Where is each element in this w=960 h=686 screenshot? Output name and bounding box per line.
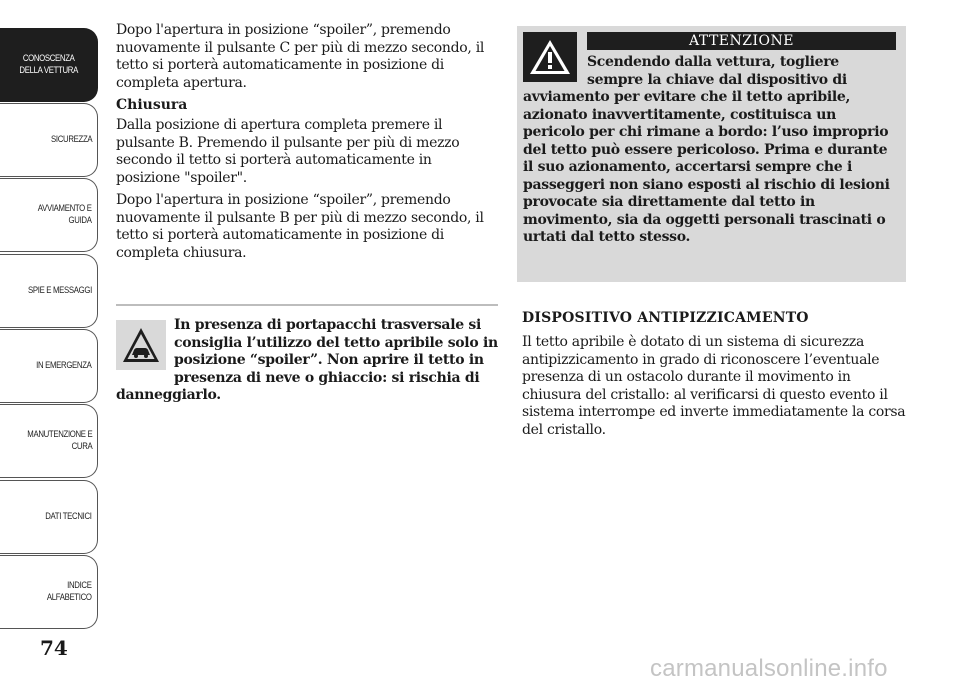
tab-spie-e-messaggi[interactable] bbox=[0, 254, 98, 328]
tab-label: CONOSCENZA DELLA VETTURA bbox=[19, 53, 78, 76]
tab-manutenzione-e-cura[interactable] bbox=[0, 404, 98, 478]
tab-sicurezza[interactable] bbox=[0, 103, 98, 177]
car-caution-icon bbox=[116, 320, 166, 370]
page-number: 74 bbox=[40, 636, 68, 660]
tab-conoscenza-della-vettura[interactable] bbox=[0, 28, 98, 102]
paragraph: Dopo l'apertura in posizione “spoiler”, premendo nuovamente il pulsante C per più di mezzo secondo, il tetto si porterà automaticamente in posizione di completa apertura. bbox=[116, 22, 485, 91]
tab-dati-tecnici[interactable] bbox=[0, 480, 98, 554]
tab-label: SPIE E MESSAGGI bbox=[28, 285, 92, 297]
section-heading-antipizzicamento: DISPOSITIVO ANTIPIZZICAMENTO bbox=[522, 310, 809, 326]
tab-indice-alfabetico[interactable] bbox=[0, 555, 98, 629]
paragraph: Dopo l'apertura in posizione “spoiler”, premendo nuovamente il pulsante B per più di mezzo secondo, il tetto si porterà automaticamente in posizione di completa chiusura. bbox=[116, 192, 484, 261]
warning-box bbox=[517, 26, 906, 282]
tab-label: MANUTENZIONE E CURA bbox=[26, 429, 92, 452]
chapter-tabs bbox=[0, 0, 100, 640]
section-heading-chiusura: Chiusura bbox=[116, 97, 188, 113]
warning-triangle-icon bbox=[523, 32, 577, 82]
tab-avviamento-e-guida[interactable] bbox=[0, 178, 98, 252]
note-box bbox=[116, 304, 498, 405]
left-column bbox=[116, 22, 498, 267]
paragraph: Dalla posizione di apertura completa premere il pulsante B. Premendo il pulsante per più di mezzo secondo il tetto si porterà automaticamente in posizione "spoiler". bbox=[116, 117, 460, 186]
tab-in-emergenza[interactable] bbox=[0, 329, 98, 403]
warning-text: Scendendo dalla vettura, togliere sempre la chiave dal dispositivo di avviamento per evitare che il tetto apribile, azionato inavvertitamente, costituisca un pericolo per chi rimane a bordo: l’uso improprio del tetto può essere pericoloso. Prima e durante il suo azionamento, accertarsi sempre che i passeggeri non siano esposti al rischio di lesioni provocate sia direttamente dal tetto in movimento, sia da oggetti personali trascinati o urtati dal tetto stesso. bbox=[523, 54, 890, 245]
tab-label: IN EMERGENZA bbox=[36, 360, 92, 372]
tab-label: INDICE ALFABETICO bbox=[47, 580, 92, 603]
paragraph: Il tetto apribile è dotato di un sistema di sicurezza antipizzicamento in grado di riconoscere l’eventuale presenza di un ostacolo durante il movimento in chiusura del cristallo: al verificarsi di questo evento il sistema interrompe ed inverte immediatamente la corsa del cristallo. bbox=[522, 334, 906, 438]
note-text: In presenza di portapacchi trasversale si consiglia l’utilizzo del tetto apribile solo in posizione “spoiler”. Non aprire il tetto in presenza di neve o ghiaccio: si rischia di danneggiarlo. bbox=[116, 317, 498, 403]
warning-title: ATTENZIONE bbox=[587, 32, 896, 50]
tab-label: AVVIAMENTO E GUIDA bbox=[38, 203, 92, 226]
right-column bbox=[522, 310, 910, 439]
tab-label: SICUREZZA bbox=[50, 134, 92, 146]
watermark: carmanualsonline.info bbox=[650, 655, 888, 682]
tab-label: DATI TECNICI bbox=[45, 511, 92, 523]
